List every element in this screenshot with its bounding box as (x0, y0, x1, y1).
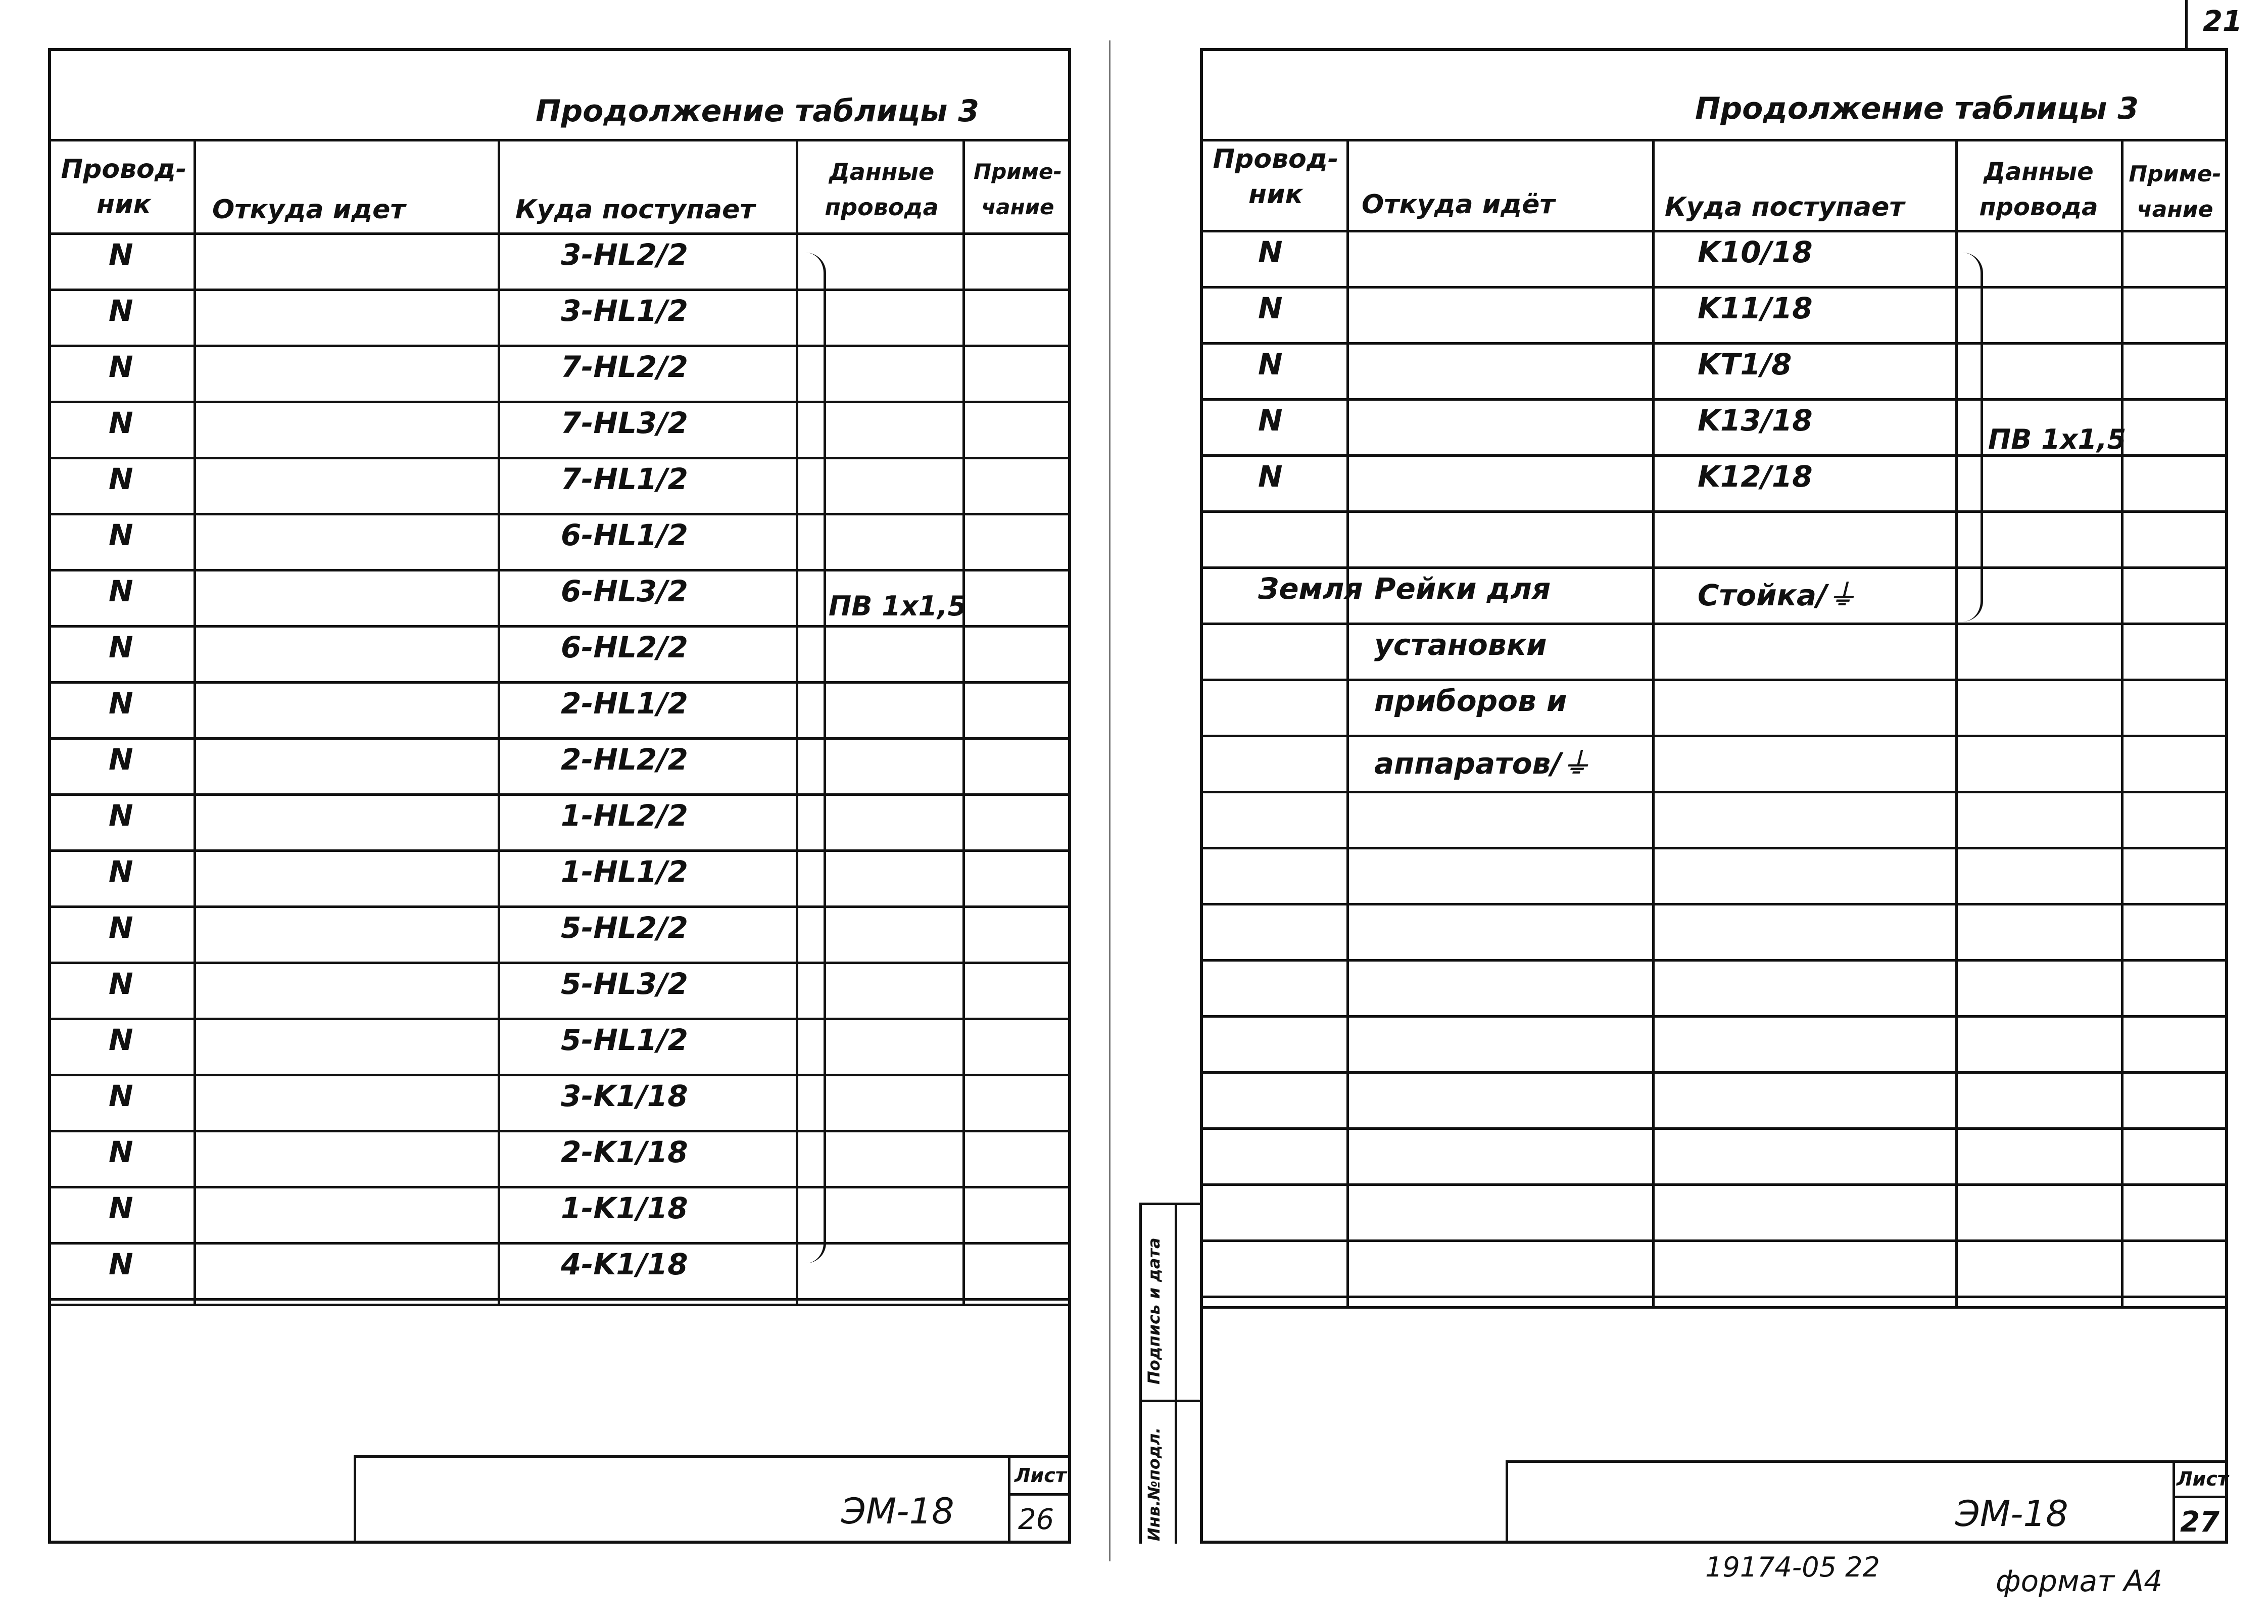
left-table-bottom-line (48, 1304, 1071, 1306)
right-col-line-3 (1955, 139, 1958, 1309)
left-sheet (48, 48, 1071, 1544)
right-header-wire: Данные провода (1979, 158, 2098, 221)
cell-c3: 7-HL2/2 (561, 350, 688, 384)
cell-c1: N (1258, 403, 1283, 438)
cell-c1: N (109, 686, 133, 721)
left-header-to: Куда поступает (515, 195, 755, 225)
cell-c1: N (109, 911, 133, 945)
cell-c1: N (109, 1247, 133, 1281)
right-sideblock-top-line (1139, 1203, 1202, 1205)
cell-c1: Земля (1258, 571, 1363, 606)
row-line (48, 1298, 1071, 1301)
cell-c3: K10/18 (1698, 235, 1813, 269)
left-header-top-line (48, 139, 1071, 141)
right-header-to: Куда поступает (1665, 192, 1905, 222)
cell-c1: N (109, 742, 133, 777)
row-line (1200, 847, 2228, 849)
right-brace (1960, 253, 1983, 622)
row-line (48, 1074, 1071, 1076)
cell-c3: 5-HL3/2 (561, 967, 688, 1001)
cell-c3: 1-K1/18 (561, 1191, 688, 1225)
row-line (48, 737, 1071, 740)
footer-format: формат А4 (1996, 1564, 2162, 1598)
cell-c3: 3-HL1/2 (561, 294, 688, 328)
cell-c3: KT1/8 (1698, 347, 1792, 381)
right-stamp-sheet-line (2173, 1496, 2228, 1498)
row-line (1200, 791, 2228, 793)
row-line (48, 962, 1071, 964)
cell-c1: N (109, 518, 133, 552)
cell-c1: N (109, 967, 133, 1001)
row-line (1200, 398, 2228, 401)
cell-c1: N (109, 1191, 133, 1225)
cell-c3: 7-HL1/2 (561, 462, 688, 496)
cell-c3: K13/18 (1698, 403, 1813, 438)
row-line (48, 625, 1071, 628)
left-header-conductor: Провод-ник (61, 154, 187, 220)
page-number: 21 (2203, 5, 2242, 38)
cell-c3: 5-HL1/2 (561, 1023, 688, 1057)
row-line (1200, 566, 2228, 569)
row-line (48, 457, 1071, 459)
row-line (48, 681, 1071, 684)
left-stamp-top-line (354, 1455, 1071, 1458)
left-header-bottom-line (48, 232, 1071, 235)
right-side-label-inv: Инв.№подл. (1144, 1427, 1164, 1541)
left-stamp-left-line (354, 1455, 356, 1544)
left-header-note: Приме-чание (974, 159, 1062, 219)
left-stamp-sheet-divider (1008, 1455, 1010, 1544)
right-stamp-left-line (1506, 1460, 1508, 1544)
cell-c1: N (109, 630, 133, 664)
left-header-wire: Данные провода (825, 158, 939, 221)
cell-c1: N (109, 1079, 133, 1113)
cell-c1: N (109, 1135, 133, 1169)
right-header-bottom-line (1200, 230, 2228, 232)
right-table-bottom-line (1200, 1306, 2228, 1309)
cell-c3: 2-HL1/2 (561, 686, 688, 721)
left-table-title: Продолжение таблицы 3 (536, 93, 979, 129)
right-stamp-top-line (1506, 1460, 2228, 1463)
row-line (1200, 959, 2228, 962)
left-wire-data: ПВ 1x1,5 (829, 590, 967, 622)
row-line (48, 1242, 1071, 1245)
cell-c3: 5-HL2/2 (561, 911, 688, 945)
center-divider (1109, 40, 1111, 1561)
row-line (1200, 1015, 2228, 1018)
cell-c3: Стойка/⏚ (1698, 578, 1857, 612)
row-line (48, 1130, 1071, 1132)
cell-c3: 6-HL2/2 (561, 630, 688, 664)
footer-doc-number: 19174-05 22 (1705, 1551, 1880, 1583)
right-header-conductor: Провод-ник (1213, 144, 1339, 210)
left-stamp-code: ЭМ-18 (841, 1491, 954, 1532)
cell-c3: 1-HL1/2 (561, 854, 688, 889)
cell-c1: N (109, 237, 133, 272)
row-line (48, 905, 1071, 908)
row-line (1200, 1127, 2228, 1130)
left-header-from: Откуда идет (212, 195, 406, 225)
right-col-line-2 (1652, 139, 1655, 1309)
row-line (1200, 903, 2228, 905)
row-line (1200, 1183, 2228, 1186)
row-line (1200, 735, 2228, 737)
cell-c3: 4-K1/18 (561, 1247, 688, 1281)
cell-c3: K12/18 (1698, 459, 1813, 494)
right-stamp-sheet-divider (2173, 1460, 2175, 1544)
row-line (1200, 342, 2228, 345)
cell-c1: N (109, 798, 133, 833)
cell-c3: 6-HL1/2 (561, 518, 688, 552)
cell-c3: 6-HL3/2 (561, 574, 688, 608)
cell-c1: N (109, 406, 133, 440)
right-sideblock-inner-line (1175, 1203, 1177, 1544)
left-brace (803, 253, 826, 1263)
cell-c1: N (109, 1023, 133, 1057)
cell-c2: аппаратов/⏚ (1374, 746, 1591, 781)
left-sheet-number: 26 (1018, 1503, 1054, 1536)
right-wire-data: ПВ 1x1,5 (1988, 423, 2127, 455)
right-header-from: Откуда идёт (1362, 189, 1555, 220)
right-header-note: Приме-чание (2129, 161, 2222, 222)
right-col-line-4 (2121, 139, 2124, 1309)
cell-c1: N (109, 350, 133, 384)
row-line (1200, 623, 2228, 625)
row-line (1200, 679, 2228, 681)
right-sheet-label: Лист (2177, 1468, 2229, 1490)
row-line (1200, 1071, 2228, 1074)
right-col-line-1 (1346, 139, 1349, 1309)
row-line (1200, 1239, 2228, 1242)
right-sideblock-mid-line (1139, 1400, 1202, 1402)
cell-c3: 1-HL2/2 (561, 798, 688, 833)
cell-c2: Рейки для (1374, 571, 1551, 606)
right-sheet-number: 27 (2180, 1506, 2219, 1539)
cell-c1: N (109, 294, 133, 328)
page-number-box-left (2185, 0, 2188, 48)
row-line (48, 1018, 1071, 1020)
row-line (48, 289, 1071, 291)
cell-c1: N (1258, 235, 1283, 269)
cell-c1: N (1258, 459, 1283, 494)
left-sheet-label: Лист (1015, 1464, 1067, 1487)
right-sideblock-outer-line (1139, 1203, 1142, 1544)
cell-c3: 7-HL3/2 (561, 406, 688, 440)
cell-c2: приборов и (1374, 684, 1567, 718)
cell-c3: 2-K1/18 (561, 1135, 688, 1169)
cell-c3: K11/18 (1698, 291, 1813, 325)
row-line (48, 793, 1071, 796)
right-table-title: Продолжение таблицы 3 (1695, 91, 2139, 126)
row-line (48, 401, 1071, 403)
row-line (48, 569, 1071, 571)
cell-c1: N (1258, 347, 1283, 381)
row-line (48, 849, 1071, 852)
cell-c3: 2-HL2/2 (561, 742, 688, 777)
row-line (48, 513, 1071, 515)
right-header-top-line (1200, 139, 2228, 141)
row-line (1200, 510, 2228, 513)
cell-c1: N (109, 854, 133, 889)
left-stamp-sheet-line (1008, 1493, 1071, 1496)
right-side-label-sign: Подпись и дата (1144, 1237, 1164, 1384)
cell-c1: N (109, 462, 133, 496)
cell-c3: 3-HL2/2 (561, 237, 688, 272)
right-stamp-code: ЭМ-18 (1955, 1493, 2068, 1535)
cell-c1: N (109, 574, 133, 608)
cell-c2: установки (1374, 628, 1547, 662)
cell-c1: N (1258, 291, 1283, 325)
row-line (48, 1186, 1071, 1188)
row-line (1200, 1296, 2228, 1298)
row-line (1200, 286, 2228, 289)
right-sheet (1200, 48, 2228, 1544)
row-line (48, 345, 1071, 347)
cell-c3: 3-K1/18 (561, 1079, 688, 1113)
